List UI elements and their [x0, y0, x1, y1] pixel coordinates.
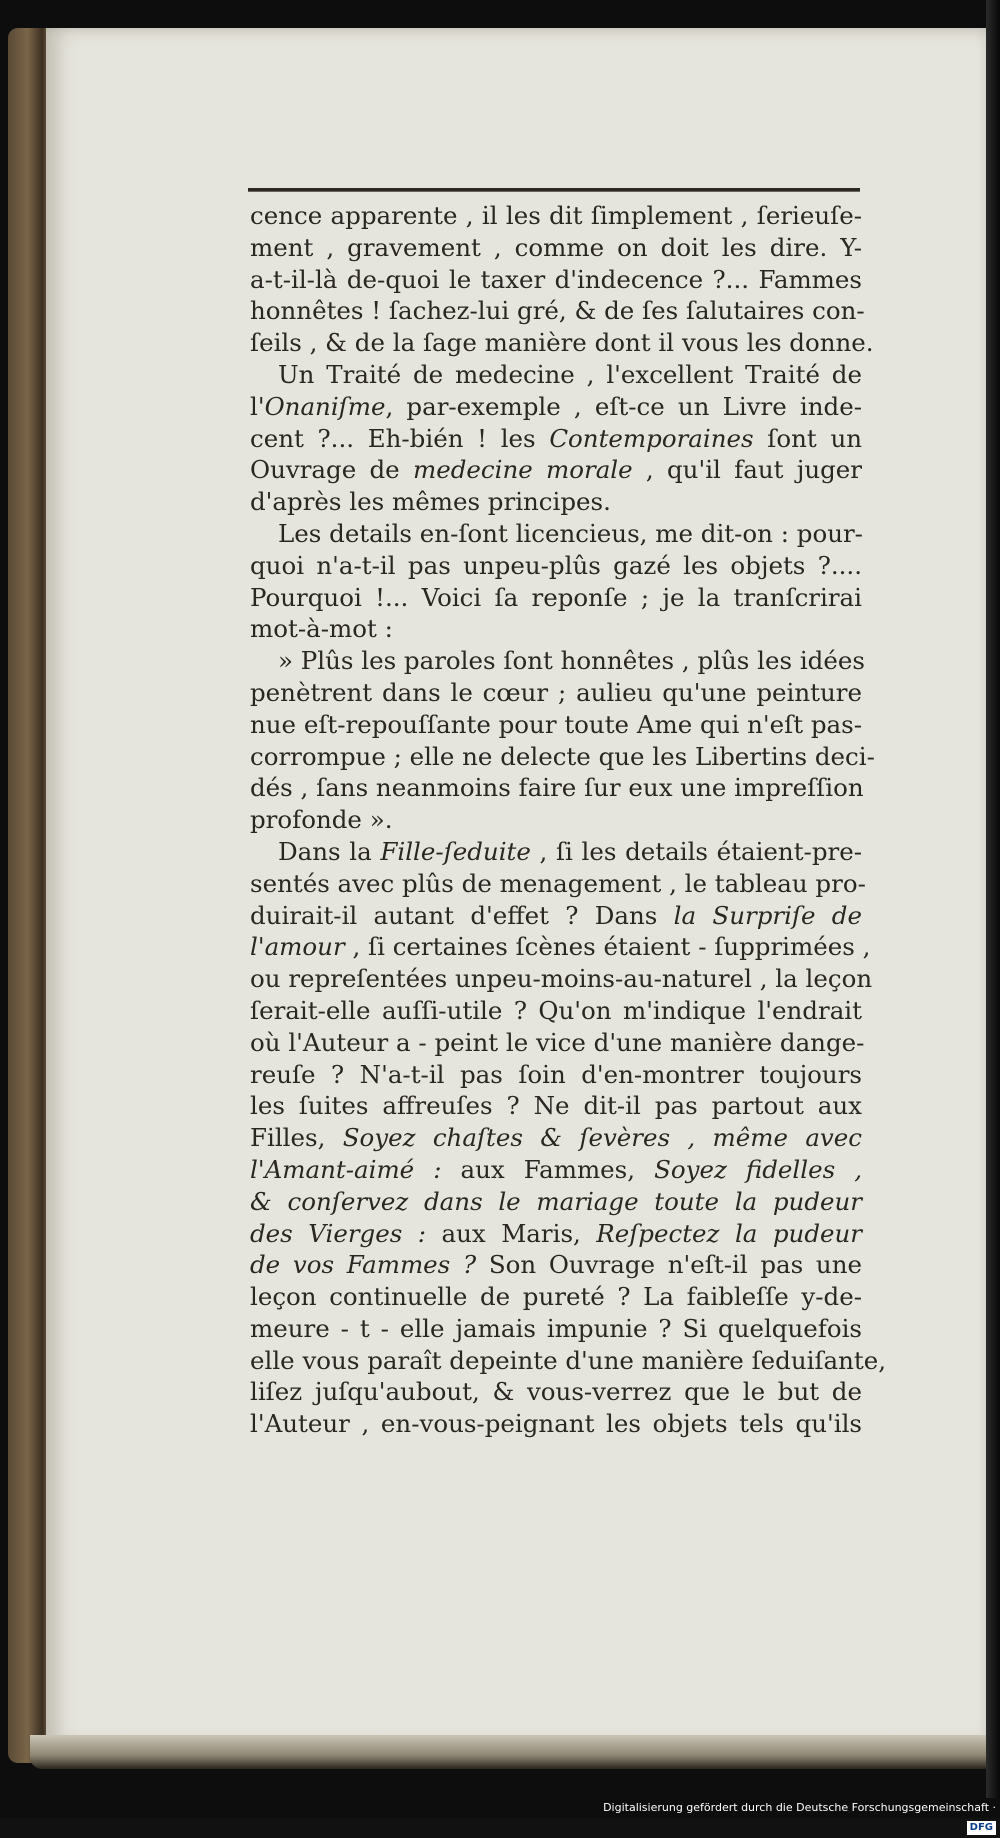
text-line: [250, 741, 875, 773]
italic-text: medecine morale: [412, 455, 633, 485]
text-line: [250, 1154, 862, 1186]
text-run: Les details en-ſont licencieus, me dit-on : pour-: [278, 518, 863, 548]
text-line: [250, 963, 873, 995]
text-run: ſeils , & de la ſage manière dont il vous les donne.: [250, 328, 874, 358]
text-line: [250, 486, 862, 518]
text-line: [250, 772, 862, 804]
text-run: cence apparente , il les dit ſimplement , ſerieuſe-: [250, 201, 862, 230]
text-line: [250, 677, 862, 709]
scan-right-border: [986, 0, 1000, 1818]
text-run: Son Ouvrage n'eſt-il pas une: [476, 1250, 862, 1280]
italic-text: de vos Fammes ?: [250, 1250, 477, 1280]
text-run: quoi n'a-t-il pas unpeu-plûs gazé les objets ?....: [250, 550, 862, 580]
text-line: [250, 1059, 862, 1091]
text-line: [250, 232, 862, 264]
text-line: [250, 900, 862, 932]
italic-text: l'amour: [250, 932, 345, 962]
text-line: [250, 868, 866, 900]
text-run: les ſuites affreuſes ? Ne dit-il pas partout aux: [250, 1091, 862, 1121]
italic-text: Contemporaines: [549, 423, 754, 453]
text-run: mot-à-mot :: [250, 614, 393, 644]
text-run: liſez juſqu'aubout, & vous-verrez que le but de: [250, 1377, 862, 1407]
text-line: [250, 264, 862, 296]
italic-text: des Vierges :: [250, 1218, 427, 1248]
text-line: [250, 1027, 865, 1059]
text-line: [250, 1376, 862, 1408]
text-line: [250, 1345, 887, 1377]
text-run: , qu'il faut juger: [632, 455, 862, 485]
text-line: [250, 454, 862, 486]
italic-text: Soyez fidelles ,: [654, 1154, 862, 1184]
text-line: [250, 295, 865, 327]
text-run: » Plûs les paroles ſont honnêtes , plûs les idées: [278, 646, 865, 676]
text-run: l'Auteur , en-vous-peignant les objets tels qu'ils: [250, 1409, 862, 1439]
header-rule: [248, 188, 860, 192]
text-run: sentés avec plûs de menagement , le tableau pro-: [250, 868, 866, 898]
italic-text: Soyez chaſtes & ſevères , même avec: [342, 1123, 862, 1153]
text-run: où l'Auteur a - peint le vice d'une manière dange-: [250, 1027, 865, 1057]
text-line: [250, 327, 874, 359]
body-text: [250, 200, 887, 1440]
text-line: [250, 1408, 862, 1440]
text-run: Filles,: [250, 1123, 343, 1153]
text-run: ſont un: [753, 423, 862, 453]
text-line: [250, 836, 862, 868]
text-run: ſerait-elle auſſi-utile ? Qu'on m'indique l'endrait: [250, 995, 862, 1025]
text-line: [250, 1313, 862, 1345]
text-run: cent ?... Eh-bién ! les: [250, 423, 550, 453]
text-run: Dans la: [278, 836, 381, 866]
italic-text: Onaniſme: [264, 391, 386, 421]
text-run: dés , ſans neanmoins faire ſur eux une impreſſion: [250, 773, 864, 803]
text-run: , par-exemple , eſt-ce un Livre inde-: [385, 391, 862, 421]
credit-text: Digitalisierung gefördert durch die Deutsche Forschungsgemeinschaft ·: [603, 1801, 996, 1814]
text-line: [250, 359, 862, 391]
text-line: [250, 995, 862, 1027]
text-run: , ſi les details étaient-pre-: [530, 836, 863, 866]
dfg-logo: DFG: [967, 1821, 996, 1835]
italic-text: Fille-ſeduite: [380, 836, 531, 866]
text-run: reuſe ? N'a-t-il pas ſoin d'en-montrer toujours: [250, 1059, 862, 1089]
text-run: d'après les mêmes principes.: [250, 487, 611, 517]
text-run: aux Maris,: [426, 1218, 597, 1248]
italic-text: & conſervez dans le mariage toute la pudeur: [250, 1186, 862, 1216]
text-line: [250, 709, 862, 741]
italic-text: la Surpriſe de: [673, 900, 862, 930]
text-run: ment , gravement , comme on doit les dire. Y-: [250, 232, 862, 262]
text-run: elle vous paraît depeinte d'une manière ſeduiſante,: [250, 1345, 887, 1375]
text-line: [250, 1281, 862, 1313]
text-run: , ſi certaines ſcènes étaient - ſupprimées ,: [344, 932, 871, 962]
text-line: [250, 518, 862, 550]
italic-text: l'Amant-aimé :: [250, 1154, 442, 1184]
text-run: Un Traité de medecine , l'excellent Traité de: [278, 359, 862, 389]
page-bottom-edge: [30, 1735, 990, 1769]
text-line: [250, 391, 862, 423]
text-line: [250, 1249, 862, 1281]
text-run: nue eſt-repouſſante pour toute Ame qui n'eſt pas-: [250, 709, 862, 739]
text-run: honnêtes ! ſachez-lui gré, & de ſes ſalutaires con-: [250, 296, 865, 326]
text-run: aux Fammes,: [441, 1154, 655, 1184]
italic-text: Reſpectez la pudeur: [596, 1218, 863, 1248]
text-line: [250, 582, 862, 614]
text-run: corrompue ; elle ne delecte que les Libertins deci-: [250, 741, 875, 771]
text-run: Ouvrage de: [250, 455, 413, 485]
text-line: [250, 1090, 862, 1122]
text-run: leçon continuelle de pureté ? La faibleſſe y-de-: [250, 1282, 862, 1312]
text-line: [250, 423, 862, 455]
text-run: Pourquoi !... Voici ſa reponſe ; je la tranſcrirai: [250, 582, 862, 612]
text-run: ou repreſentées unpeu-moins-au-naturel , la leçon: [250, 964, 873, 994]
text-line: [250, 1186, 862, 1218]
text-line: [250, 200, 862, 232]
text-run: penètrent dans le cœur ; aulieu qu'une peinture: [250, 677, 862, 707]
digitization-credit: [600, 1798, 1000, 1833]
text-run: meure - t - elle jamais impunie ? Si quelquefois: [250, 1313, 862, 1343]
text-run: a-t-il-là de-quoi le taxer d'indecence ?... Fammes: [250, 264, 862, 294]
text-line: [250, 804, 862, 836]
text-line: [250, 550, 862, 582]
text-line: [250, 1122, 862, 1154]
text-line: [250, 645, 865, 677]
text-line: [250, 931, 871, 963]
text-line: [250, 613, 862, 645]
text-run: duirait-il autant d'effet ? Dans: [250, 900, 674, 930]
text-run: profonde ».: [250, 805, 393, 835]
text-line: [250, 1218, 862, 1250]
text-run: l': [250, 391, 265, 421]
